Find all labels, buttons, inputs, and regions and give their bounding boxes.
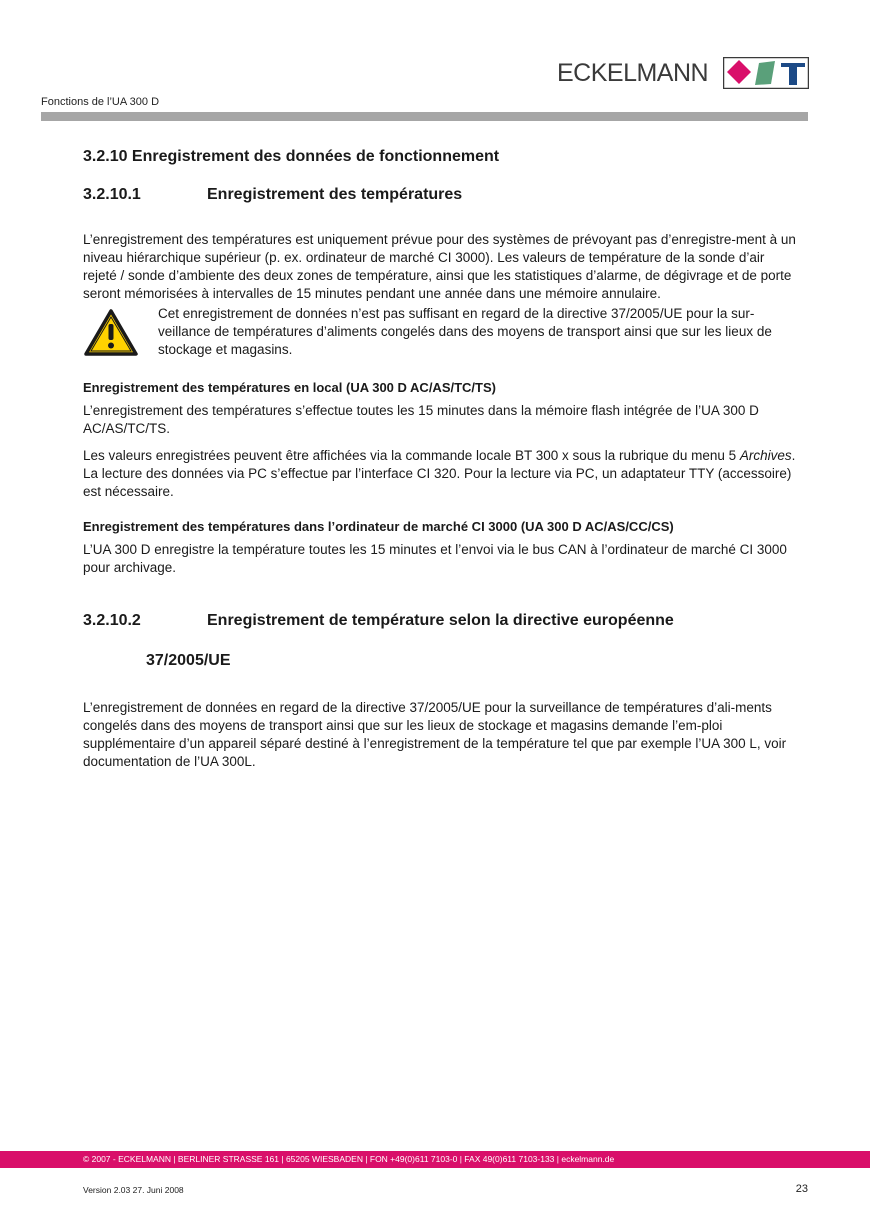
warning-note bbox=[83, 305, 799, 362]
local-recording-heading: Enregistrement des températures en local (UA 300 D AC/AS/TC/TS) bbox=[83, 380, 496, 395]
subsection-title-continued: 37/2005/UE bbox=[146, 652, 231, 669]
section-title: 3.2.10 Enregistrement des données de fonctionnement bbox=[83, 148, 500, 165]
subsection-number: 3.2.10.2 bbox=[83, 612, 141, 629]
local-recording-paragraph-1: L’enregistrement des températures s’effectue toutes les 15 minutes dans la mémoire flash intégrée de l’UA 300 D AC/AS/TC/TS. bbox=[83, 403, 759, 436]
page-number: 23 bbox=[795, 1183, 808, 1195]
market-computer-paragraph: L’UA 300 D enregistre la température toutes les 15 minutes et l’envoi via le bus CAN à l’ordinateur de marché CI 3000 pour archivage. bbox=[83, 542, 787, 575]
subsection-heading-1 bbox=[83, 186, 799, 204]
page-content bbox=[83, 140, 799, 771]
footer-contact-bar bbox=[0, 1151, 870, 1168]
running-header: Fonctions de l’UA 300 D bbox=[41, 96, 160, 108]
market-computer-heading: Enregistrement des températures dans l’ordinateur de marché CI 3000 (UA 300 D AC/AS/CC/CS) bbox=[83, 519, 674, 534]
footer-contact: © 2007 - ECKELMANN | BERLINER STRASSE 161 | 65205 WIESBADEN | FON +49(0)611 7103-0 | FAX 49(0)611 7103-133 | eckelmann.de bbox=[83, 1154, 615, 1164]
warning-text: Cet enregistrement de données n’est pas suffisant en regard de la directive 37/2005/UE pour la sur-veillance de températures d’aliments congelés dans des moyens de transport ainsi que sur les lieux de stockage et magasins. bbox=[158, 306, 772, 357]
header-rule bbox=[41, 112, 808, 121]
local-recording-paragraph-2 bbox=[83, 447, 799, 501]
subsection-title: Enregistrement de température selon la directive européenne bbox=[207, 612, 674, 629]
subsection-title: Enregistrement des températures bbox=[207, 186, 463, 203]
subsection-heading-2 bbox=[83, 612, 799, 630]
directive-paragraph: L’enregistrement de données en regard de la directive 37/2005/UE pour la surveillance de températures d’ali-ments congelés dans des moyens de transport ainsi que sur les lieux de stockage et magasins demande l’em-ploi supplémentaire d’un appareil séparé destiné à l’enregistrement de la température tel que par exemple l’UA 300 L, voir documentation de l’UA 300L. bbox=[83, 700, 787, 769]
logo-mark-icon bbox=[723, 57, 809, 89]
subsection-number: 3.2.10.1 bbox=[83, 186, 141, 203]
footer-version: Version 2.03 27. Juni 2008 bbox=[83, 1185, 184, 1195]
eckelmann-logo bbox=[557, 57, 809, 89]
text-run: Les valeurs enregistrées peuvent être affichées via la commande locale BT 300 x sous la rubrique du menu 5 bbox=[83, 448, 740, 463]
text-run: . La lecture des données via PC s’effectue par l’interface CI 320. Pour la lecture via PC, un adaptateur TTY (accessoire) est nécessaire. bbox=[83, 448, 796, 499]
warning-triangle-icon bbox=[83, 305, 158, 362]
logo-wordmark: ECKELMANN bbox=[557, 59, 709, 87]
intro-paragraph: L’enregistrement des températures est uniquement prévue pour des systèmes de prévoyant pas d’enregistre-ment à un niveau hiérarchique supérieur (p. ex. ordinateur de marché CI 3000). Les valeurs de température de la sonde d’air rejeté / sonde d’ambiente des deux zones de température, ainsi que les statistiques d’alarme, de dégivrage et de porte seront mémorisées à intervalles de 15 minutes pendant une année dans une mémoire annulaire. bbox=[83, 232, 796, 301]
menu-archives-term: Archives bbox=[739, 448, 792, 463]
